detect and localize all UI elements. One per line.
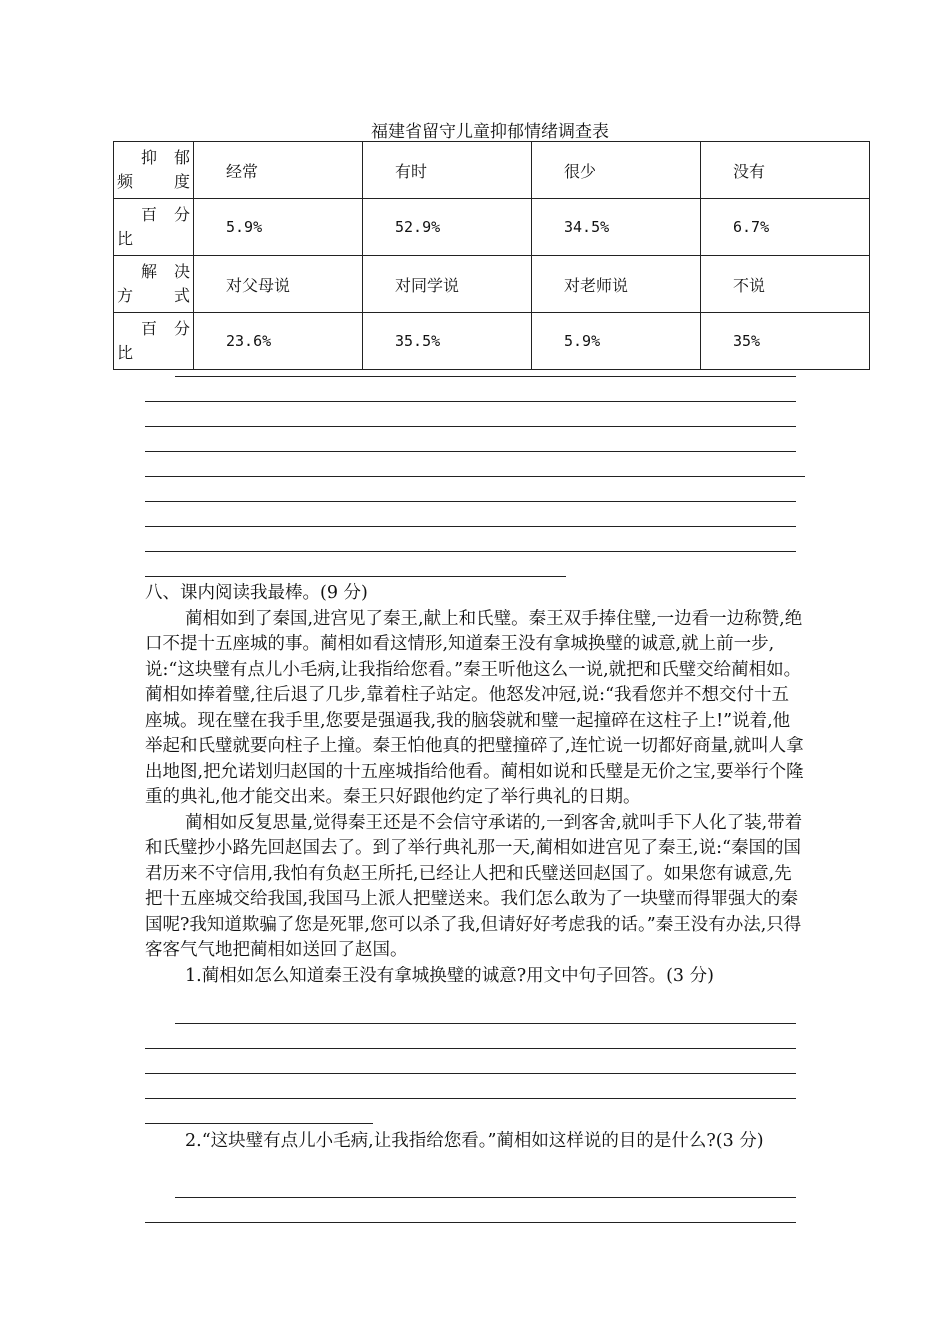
answer-line[interactable] <box>145 476 805 477</box>
answer-line[interactable] <box>145 551 796 552</box>
row-header: 百分 比 <box>114 313 194 370</box>
table-cell: 对老师说 <box>532 256 701 313</box>
table-cell: 23.6% <box>194 313 363 370</box>
table-cell: 52.9% <box>363 199 532 256</box>
answer-line[interactable] <box>145 1073 796 1074</box>
answer-line[interactable] <box>175 1197 796 1198</box>
answer-line[interactable] <box>145 1098 796 1099</box>
table-cell: 34.5% <box>532 199 701 256</box>
answer-line[interactable] <box>145 1123 373 1124</box>
table-cell: 经常 <box>194 142 363 199</box>
table-cell: 对同学说 <box>363 256 532 313</box>
answer-line[interactable] <box>145 501 796 502</box>
table-cell: 35.5% <box>363 313 532 370</box>
answer-line[interactable] <box>175 376 796 377</box>
table-row <box>114 313 870 370</box>
answer-line[interactable] <box>145 1048 796 1049</box>
survey-table <box>113 141 870 370</box>
answer-line[interactable] <box>145 426 796 427</box>
table-title: 福建省留守儿童抑郁情绪调查表 <box>371 122 609 142</box>
section-heading: 八、课内阅读我最棒。(9 分) <box>145 583 368 603</box>
table-cell: 对父母说 <box>194 256 363 313</box>
row-header: 抑郁 频度 <box>114 142 194 199</box>
passage-paragraph: 蔺相如反复思量,觉得秦王还是不会信守承诺的,一到客舍,就叫手下人化了装,带着和氏璧抄小路先回赵国去了。到了举行典礼那一天,蔺相如进宫见了秦王,说:“秦国的国君历来不守信用,我怕有负赵王所托,已经让人把和氏璧送回赵国了。如果您有诚意,先把十五座城交给我国,我国马上派人把璧送来。我们怎么敢为了一块璧而得罪强大的秦国呢?我知道欺骗了您是死罪,您可以杀了我,但请好好考虑我的话。”秦王没有办法,只得客客气气地把蔺相如送回了赵国。 <box>145 812 803 960</box>
answer-line[interactable] <box>175 1023 796 1024</box>
table-cell: 不说 <box>701 256 870 313</box>
table-row <box>114 199 870 256</box>
answer-line[interactable] <box>145 576 566 577</box>
row-header: 解决 方式 <box>114 256 194 313</box>
answer-line[interactable] <box>145 451 796 452</box>
question-1: 1.蔺相如怎么知道秦王没有拿城换璧的诚意?用文中句子回答。(3 分) <box>185 965 714 986</box>
table-cell: 很少 <box>532 142 701 199</box>
answer-line[interactable] <box>145 526 796 527</box>
passage-paragraph: 蔺相如到了秦国,进宫见了秦王,献上和氏璧。秦王双手捧住璧,一边看一边称赞,绝口不提十五座城的事。蔺相如看这情形,知道秦王没有拿城换璧的诚意,就上前一步,说:“这块璧有点儿小毛病,让我指给您看。”秦王听他这么一说,就把和氏璧交给蔺相如。蔺相如捧着璧,往后退了几步,靠着柱子站定。他怒发冲冠,说:“我看您并不想交付十五座城。现在璧在我手里,您要是强逼我,我的脑袋就和璧一起撞碎在这柱子上!”说着,他举起和氏璧就要向柱子上撞。秦王怕他真的把璧撞碎了,连忙说一切都好商量,就叫人拿出地图,把允诺划归赵国的十五座城指给他看。蔺相如说和氏璧是无价之宝,要举行个隆重的典礼,他才能交出来。秦王只好跟他约定了举行典礼的日期。 <box>145 608 804 807</box>
answer-line[interactable] <box>145 1222 796 1223</box>
question-2: 2.“这块璧有点儿小毛病,让我指给您看。”蔺相如这样说的目的是什么?(3 分) <box>185 1131 764 1151</box>
table-row <box>114 142 870 199</box>
row-header: 百分 比 <box>114 199 194 256</box>
question-block <box>145 1129 805 1155</box>
table-cell: 35% <box>701 313 870 370</box>
table-cell: 有时 <box>363 142 532 199</box>
table-cell: 6.7% <box>701 199 870 256</box>
table-cell: 没有 <box>701 142 870 199</box>
reading-passage <box>145 581 805 989</box>
table-cell: 5.9% <box>532 313 701 370</box>
table-cell: 5.9% <box>194 199 363 256</box>
table-row <box>114 256 870 313</box>
answer-line[interactable] <box>145 401 796 402</box>
